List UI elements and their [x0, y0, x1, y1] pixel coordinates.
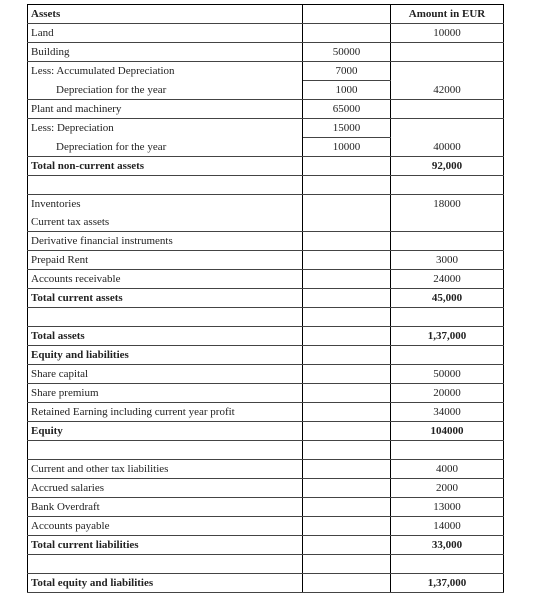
row-description-text: Bank Overdraft: [31, 501, 100, 513]
table-row: [28, 422, 504, 441]
row-description: [28, 62, 303, 81]
row-description-text: Total assets: [31, 330, 85, 342]
row-amount: 40000: [391, 138, 504, 157]
row-amount: 42000: [391, 81, 504, 100]
row-description: [28, 422, 303, 441]
row-subamount: [303, 460, 391, 479]
table-row: [28, 119, 504, 138]
row-subamount: 50000: [303, 43, 391, 62]
row-amount: 45,000: [391, 289, 504, 308]
row-amount: 10000: [391, 24, 504, 43]
row-amount: 4000: [391, 460, 504, 479]
row-description-text: Share capital: [31, 368, 89, 380]
row-description: [28, 460, 303, 479]
row-description: [28, 384, 303, 403]
row-description: [28, 479, 303, 498]
row-subamount: 10000: [303, 138, 391, 157]
row-subamount: 7000: [303, 62, 391, 81]
table-row: [28, 346, 504, 365]
row-amount: [391, 119, 504, 138]
row-subamount: [303, 498, 391, 517]
spacer-cell: [28, 555, 303, 574]
table-row: [28, 24, 504, 43]
row-description-text: Share premium: [31, 387, 99, 399]
row-description: [28, 232, 303, 251]
row-amount: 1,37,000: [391, 574, 504, 593]
spacer-cell: [391, 308, 504, 327]
row-subamount: 1000: [303, 81, 391, 100]
table-row: [28, 270, 504, 289]
table-row: [28, 460, 504, 479]
table-row: [28, 138, 504, 157]
row-description: [28, 517, 303, 536]
table-row: [28, 289, 504, 308]
row-amount: [391, 100, 504, 119]
table-row: [28, 536, 504, 555]
row-description: [28, 195, 303, 214]
table-row: [28, 574, 504, 593]
row-description-text: Inventories: [31, 198, 81, 210]
row-amount: 1,37,000: [391, 327, 504, 346]
row-description-text: Prepaid Rent: [31, 254, 89, 266]
spacer-cell: [28, 308, 303, 327]
row-amount: 92,000: [391, 157, 504, 176]
header-amount: Amount in EUR: [391, 5, 504, 24]
row-description: [28, 403, 303, 422]
row-amount: 33,000: [391, 536, 504, 555]
row-description-text: Equity: [31, 425, 63, 437]
row-amount: 14000: [391, 517, 504, 536]
spacer-cell: [28, 176, 303, 195]
row-description-text: Plant and machinery: [31, 103, 122, 115]
table-row: [28, 81, 504, 100]
row-subamount: [303, 384, 391, 403]
row-subamount: [303, 289, 391, 308]
row-subamount: 15000: [303, 119, 391, 138]
row-description: [28, 327, 303, 346]
spacer-cell: [303, 176, 391, 195]
row-amount: [391, 213, 504, 232]
header-row: [28, 5, 504, 24]
row-description-text: Total equity and liabilities: [31, 577, 154, 589]
row-amount: 3000: [391, 251, 504, 270]
row-description: [28, 119, 303, 138]
row-subamount: [303, 327, 391, 346]
row-description-text: Accounts receivable: [31, 273, 121, 285]
table-row: [28, 327, 504, 346]
row-subamount: [303, 251, 391, 270]
row-description-text: Total non-current assets: [31, 160, 145, 172]
row-description-text: Less: Depreciation: [31, 122, 114, 135]
row-amount: [391, 346, 504, 365]
row-description: [28, 100, 303, 119]
table-row: [28, 403, 504, 422]
row-description: [28, 289, 303, 308]
row-description-text: Depreciation for the year: [56, 140, 167, 153]
spacer-cell: [391, 176, 504, 195]
row-subamount: [303, 157, 391, 176]
spacer-cell: [391, 555, 504, 574]
row-description-text: Land: [31, 27, 54, 39]
spacer-row: [28, 441, 504, 460]
row-description-text: Current and other tax liabilities: [31, 463, 169, 475]
row-subamount: [303, 479, 391, 498]
row-description-text: Accounts payable: [31, 520, 110, 532]
row-description-text: Total current liabilities: [31, 539, 139, 551]
spacer-row: [28, 176, 504, 195]
row-description-text: Less: Accumulated Depreciation: [31, 65, 175, 78]
row-description-text: Accrued salaries: [31, 482, 104, 494]
row-subamount: [303, 195, 391, 214]
row-description: [28, 270, 303, 289]
table-row: [28, 157, 504, 176]
table-row: [28, 251, 504, 270]
row-description: [28, 24, 303, 43]
header-assets: Assets: [28, 5, 303, 24]
row-subamount: [303, 403, 391, 422]
table-row: [28, 232, 504, 251]
spacer-cell: [303, 441, 391, 460]
row-amount: 20000: [391, 384, 504, 403]
row-subamount: [303, 232, 391, 251]
table-row: [28, 479, 504, 498]
row-subamount: [303, 517, 391, 536]
row-amount: 2000: [391, 479, 504, 498]
table-row: [28, 195, 504, 214]
row-subamount: [303, 24, 391, 43]
spacer-cell: [28, 441, 303, 460]
row-amount: 24000: [391, 270, 504, 289]
row-description: [28, 365, 303, 384]
spacer-cell: [303, 308, 391, 327]
row-description-text: Retained Earning including current year profit: [31, 406, 235, 418]
row-subamount: [303, 422, 391, 441]
row-subamount: [303, 536, 391, 555]
row-description-text: Current tax assets: [31, 216, 110, 228]
table-row: [28, 213, 504, 232]
row-amount: 104000: [391, 422, 504, 441]
row-subamount: [303, 270, 391, 289]
row-subamount: [303, 346, 391, 365]
table-row: [28, 384, 504, 403]
row-description: [28, 574, 303, 593]
row-description-text: Derivative financial instruments: [31, 235, 173, 247]
table-row: [28, 100, 504, 119]
row-description-text: Total current assets: [31, 292, 123, 304]
row-description-text: Building: [31, 46, 70, 58]
row-amount: [391, 62, 504, 81]
row-amount: 13000: [391, 498, 504, 517]
row-subamount: [303, 574, 391, 593]
spacer-cell: [303, 555, 391, 574]
header-blank: [303, 5, 391, 24]
table-row: [28, 517, 504, 536]
row-description: [28, 138, 303, 157]
row-description-text: Depreciation for the year: [56, 83, 167, 96]
balance-sheet-table: [27, 4, 504, 593]
spacer-cell: [391, 441, 504, 460]
row-amount: 18000: [391, 195, 504, 214]
row-amount: [391, 232, 504, 251]
row-description: [28, 251, 303, 270]
row-subamount: [303, 365, 391, 384]
balance-sheet-body: [28, 5, 504, 593]
table-row: [28, 62, 504, 81]
row-description: [28, 157, 303, 176]
row-amount: [391, 43, 504, 62]
table-row: [28, 43, 504, 62]
row-subamount: 65000: [303, 100, 391, 119]
row-description: [28, 81, 303, 100]
row-description: [28, 498, 303, 517]
row-amount: 50000: [391, 365, 504, 384]
row-description: [28, 346, 303, 365]
spacer-row: [28, 555, 504, 574]
row-description-text: Equity and liabilities: [31, 349, 129, 361]
row-amount: 34000: [391, 403, 504, 422]
table-row: [28, 498, 504, 517]
table-row: [28, 365, 504, 384]
row-description: [28, 43, 303, 62]
row-description: [28, 213, 303, 232]
row-description: [28, 536, 303, 555]
spacer-row: [28, 308, 504, 327]
row-subamount: [303, 213, 391, 232]
